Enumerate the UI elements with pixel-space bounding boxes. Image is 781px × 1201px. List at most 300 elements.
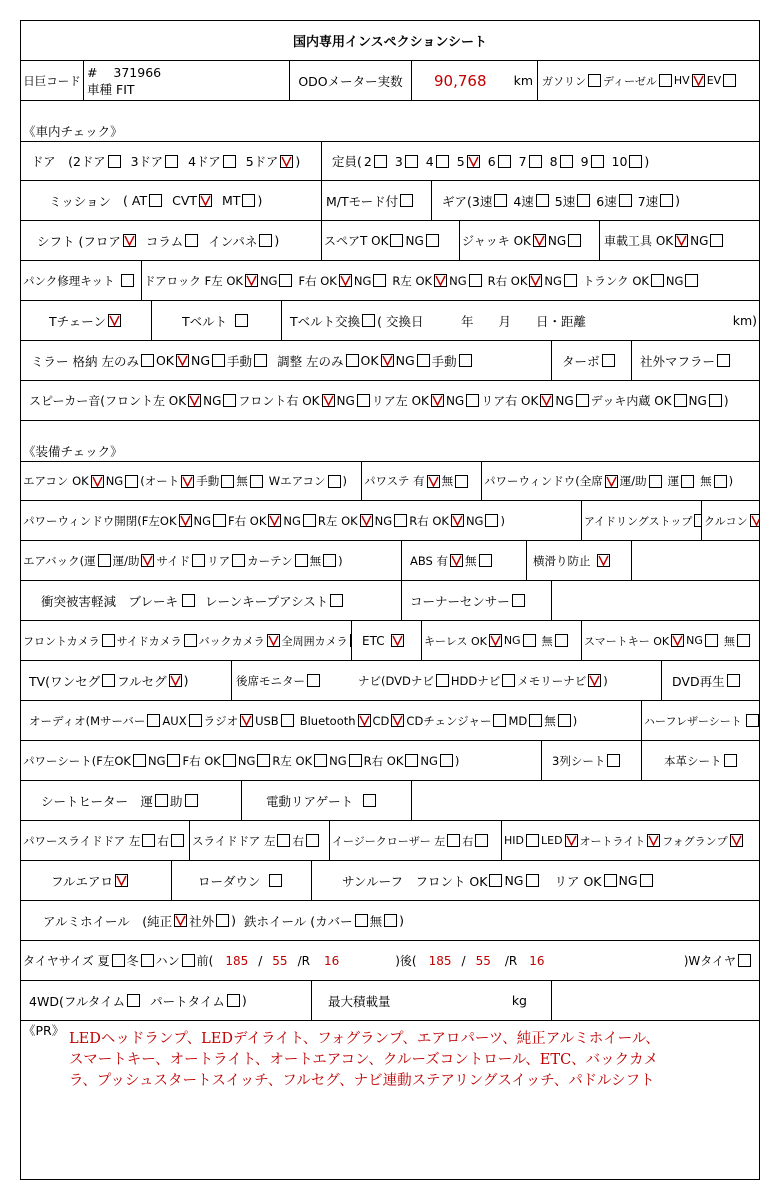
tv-oneseg-label: TV(ワンセグ [29, 673, 101, 689]
tire-winter-checkbox[interactable] [141, 954, 154, 967]
door-4-checkbox[interactable] [223, 155, 236, 168]
spare-ok-label: スペアT OK [324, 234, 389, 248]
pw-front-checkbox[interactable] [649, 475, 662, 488]
keyless-ok-checkbox[interactable] [489, 634, 502, 647]
half-leather-label: ハーフレザーシート [644, 714, 742, 728]
cap-3-label: 3 [394, 153, 403, 169]
audio-cdc-label: CDチェンジャー [406, 713, 492, 728]
pwo-rl-ng-checkbox[interactable] [394, 514, 407, 527]
check-mark-icon [108, 314, 121, 327]
lock-fr-ok-label: F右 OK [298, 273, 337, 288]
around-camera-checkbox[interactable] [350, 634, 351, 647]
pw-close: ) [728, 474, 734, 488]
lowdown-checkbox[interactable] [269, 874, 282, 887]
check-mark-icon [450, 554, 463, 567]
tire-rear-rim: 16 [529, 953, 545, 968]
pseat-rr-ng-checkbox[interactable] [440, 754, 453, 767]
pw-none-checkbox[interactable] [714, 475, 727, 488]
awd-row [21, 981, 759, 1021]
lock-trunk-ng-label: NG [665, 273, 684, 288]
smartkey-ok-label: スマートキー OK [584, 634, 670, 648]
gear-5-label: 5速 [554, 193, 576, 209]
mirror-fold-manual-checkbox[interactable] [254, 354, 267, 367]
audio-cd-checkbox[interactable] [391, 714, 404, 727]
collision-brake-checkbox[interactable] [182, 594, 195, 607]
jack-ng-checkbox[interactable] [568, 234, 581, 247]
mirror-fold-ok-checkbox[interactable] [176, 354, 189, 367]
full-aero-checkbox[interactable] [115, 874, 128, 887]
audio-usb-checkbox[interactable] [281, 714, 294, 727]
odo-label: ODOメーター実数 [289, 61, 411, 100]
ps-none-checkbox[interactable] [455, 475, 468, 488]
shift-floor-checkbox[interactable] [123, 234, 136, 247]
audio-none-checkbox[interactable] [558, 714, 571, 727]
tire-front-rim: 16 [323, 953, 340, 968]
tire-front-width: 185 [225, 953, 249, 968]
mt-checkbox[interactable] [242, 194, 255, 207]
airbag-driver-checkbox[interactable] [98, 554, 111, 567]
lock-fr-ng-checkbox[interactable] [373, 274, 386, 287]
shift-column-checkbox[interactable] [185, 234, 198, 247]
fuel-type [537, 61, 759, 100]
speaker-fl-ng-checkbox[interactable] [223, 394, 236, 407]
heater-driver-checkbox[interactable] [155, 794, 168, 807]
tools-ng-checkbox[interactable] [710, 234, 723, 247]
pseat-fl-ok-label: パワーシート(F左OK [23, 753, 131, 768]
pseat-rr-ok-checkbox[interactable] [405, 754, 418, 767]
alloy-genuine-checkbox[interactable] [174, 914, 187, 927]
check-mark-icon [179, 514, 192, 527]
audio-bt-checkbox[interactable] [358, 714, 371, 727]
speaker-fl-ok-checkbox[interactable] [188, 394, 201, 407]
fuel-gasoline-checkbox[interactable] [588, 74, 601, 87]
fuel-ev-checkbox[interactable] [723, 74, 736, 87]
speaker-deck-ng-label: NG [688, 393, 707, 408]
tbelt-checkbox[interactable] [235, 314, 248, 327]
lock-trunk-ng-checkbox[interactable] [685, 274, 698, 287]
pwo-close: ) [500, 513, 505, 528]
mirror-adjust-ng-label: NG [395, 353, 415, 368]
check-mark-icon [467, 155, 480, 168]
door-5-label: 5ドア [245, 154, 279, 169]
mirror-adjust-left-checkbox[interactable] [346, 354, 359, 367]
lock-trunk-ok-checkbox[interactable] [651, 274, 664, 287]
third-row-checkbox[interactable] [607, 754, 620, 767]
pseat-fl-ng-checkbox[interactable] [167, 754, 180, 767]
spare-ok-checkbox[interactable] [390, 234, 403, 247]
check-mark-icon [675, 234, 688, 247]
speaker-rl-ng-checkbox[interactable] [466, 394, 479, 407]
puncture-label: パンク修理キット [23, 273, 115, 288]
at-checkbox[interactable] [149, 194, 162, 207]
pwo-fl-ng-checkbox[interactable] [213, 514, 226, 527]
pwo-fr-ok-checkbox[interactable] [268, 514, 281, 527]
psd-right-checkbox[interactable] [171, 834, 184, 847]
tire-rear-label: )後( [395, 954, 417, 968]
autolight-checkbox[interactable] [647, 834, 660, 847]
pseat-rl-ok-checkbox[interactable] [314, 754, 327, 767]
etc-checkbox[interactable] [391, 634, 404, 647]
check-mark-icon [174, 914, 187, 927]
wac-checkbox[interactable] [328, 475, 341, 488]
audio-usb-label: USB [255, 713, 279, 728]
door-5-checkbox[interactable] [280, 155, 293, 168]
steel-cover-checkbox[interactable] [355, 914, 368, 927]
shift-close: ) [274, 233, 280, 248]
sunroof-rear-ng-checkbox[interactable] [640, 874, 653, 887]
airbag-side-checkbox[interactable] [192, 554, 205, 567]
mtmode-checkbox[interactable] [400, 194, 413, 207]
half-leather-checkbox[interactable] [746, 714, 759, 727]
awd-full-checkbox[interactable] [127, 994, 140, 1007]
idle-stop-checkbox[interactable] [694, 514, 701, 527]
tire-rear-width: 185 [428, 953, 452, 968]
gear-6-checkbox[interactable] [619, 194, 632, 207]
pwo-rl-ok-checkbox[interactable] [360, 514, 373, 527]
speaker-rl-ok-checkbox[interactable] [431, 394, 444, 407]
check-mark-icon [605, 475, 618, 488]
back-camera-checkbox[interactable] [267, 634, 280, 647]
sunroof-front-ng-label: NG [504, 873, 524, 888]
lock-rr-ng-checkbox[interactable] [564, 274, 577, 287]
abs-none-checkbox[interactable] [479, 554, 492, 567]
pw-driver-checkbox[interactable] [681, 475, 694, 488]
spare-ng-checkbox[interactable] [426, 234, 439, 247]
door-3-checkbox[interactable] [165, 155, 178, 168]
easy-closer-left-label: イージークローザー 左 [332, 834, 446, 848]
pwo-fl-ok-checkbox[interactable] [179, 514, 192, 527]
esc-checkbox[interactable] [597, 554, 610, 567]
cap-6-checkbox[interactable] [498, 155, 511, 168]
pseat-fr-ok-label: F右 OK [182, 753, 221, 768]
lock-rl-ng-label: NG [449, 273, 467, 288]
door-3-label: 3ドア [130, 154, 164, 169]
navi-dvd-checkbox[interactable] [436, 674, 449, 687]
check-mark-icon [199, 194, 212, 207]
audio-radio-checkbox[interactable] [240, 714, 253, 727]
gear-4-checkbox[interactable] [536, 194, 549, 207]
gear-close: ) [675, 193, 681, 208]
pwo-fr-ok-label: F右 OK [228, 513, 267, 528]
keyless-ng-checkbox[interactable] [523, 634, 536, 647]
speaker-rr-ok-checkbox[interactable] [540, 394, 553, 407]
tchain-label: Tチェーン [49, 313, 107, 329]
check-mark-icon [647, 834, 660, 847]
sunroof-front-ng-checkbox[interactable] [526, 874, 539, 887]
fog-label: フォグランプ [662, 834, 728, 848]
check-mark-icon [391, 634, 404, 647]
airbag-row [21, 541, 759, 581]
w-tire-label: )Wタイヤ [683, 954, 736, 968]
turbo-label: ターボ [562, 353, 600, 369]
cap-8-checkbox[interactable] [560, 155, 573, 168]
section-pr: 《PR》 [23, 1023, 65, 1038]
audio-aux-checkbox[interactable] [189, 714, 202, 727]
speaker-fr-ok-checkbox[interactable] [322, 394, 335, 407]
tire-han-checkbox[interactable] [182, 954, 195, 967]
lowdown-label: ローダウン [198, 873, 261, 889]
awd-part-checkbox[interactable] [227, 994, 240, 1007]
led-label: LED [541, 834, 563, 847]
audio-md-checkbox[interactable] [529, 714, 542, 727]
code-value: 371966 [113, 64, 162, 80]
side-camera-checkbox[interactable] [184, 634, 197, 647]
pwo-rr-ok-checkbox[interactable] [451, 514, 464, 527]
keyless-none-checkbox[interactable] [555, 634, 568, 647]
code-hash: # [87, 64, 98, 80]
car-label: 車種 [87, 81, 113, 97]
gear-6-label: 6速 [596, 193, 617, 209]
speaker-rr-ng-checkbox[interactable] [576, 394, 589, 407]
around-camera-label: 全周囲カメラ [281, 634, 348, 648]
ps-yes-checkbox[interactable] [427, 475, 440, 488]
abs-none-label: 無 [465, 553, 477, 568]
mirror-row [21, 341, 759, 381]
ac-manual-checkbox[interactable] [221, 475, 234, 488]
mirror-fold-ng-checkbox[interactable] [212, 354, 225, 367]
lock-fl-ng-checkbox[interactable] [279, 274, 292, 287]
rear-monitor-checkbox[interactable] [307, 674, 320, 687]
shift-column-label: コラム [145, 233, 184, 249]
cap-3-checkbox[interactable] [405, 155, 418, 168]
awd-close: ) [241, 993, 247, 1008]
cap-9-label: 9 [580, 153, 589, 169]
easy-closer-right-checkbox[interactable] [475, 834, 488, 847]
mirror-adjust-manual-checkbox[interactable] [459, 354, 472, 367]
smartkey-none-label: 無 [723, 634, 735, 648]
door-row [21, 141, 759, 181]
lock-rl-ng-checkbox[interactable] [469, 274, 482, 287]
ac-ng-checkbox[interactable] [125, 475, 138, 488]
lock-fl-ok-checkbox[interactable] [245, 274, 258, 287]
tbelt-exchange-checkbox[interactable] [362, 314, 375, 327]
smartkey-ng-checkbox[interactable] [705, 634, 718, 647]
audio-md-label: MD [508, 713, 528, 728]
cap-2-checkbox[interactable] [374, 155, 387, 168]
check-mark-icon [391, 714, 404, 727]
muffler-checkbox[interactable] [717, 354, 730, 367]
smartkey-ng-label: NG [686, 634, 703, 647]
side-camera-label: サイドカメラ [116, 634, 182, 648]
check-mark-icon [565, 834, 578, 847]
door-close: ) [295, 153, 301, 169]
alloy-genuine-label: アルミホイール (純正 [43, 913, 173, 929]
puncture-checkbox[interactable] [121, 274, 134, 287]
easy-closer-right-label: 右 [462, 834, 474, 848]
pseat-rr-ok-label: R右 OK [363, 753, 404, 768]
power-tailgate-checkbox[interactable] [363, 794, 376, 807]
ac-none-checkbox[interactable] [250, 475, 263, 488]
ac-ok-checkbox[interactable] [91, 475, 104, 488]
check-mark-icon [671, 634, 684, 647]
check-mark-icon [322, 394, 335, 407]
airbag-curtain-checkbox[interactable] [295, 554, 308, 567]
alloy-close: ) [231, 913, 237, 928]
cap-4-checkbox[interactable] [436, 155, 449, 168]
cap-10-checkbox[interactable] [629, 155, 642, 168]
lock-rr-ng-label: NG [544, 273, 562, 288]
abs-yes-checkbox[interactable] [450, 554, 463, 567]
sunroof-rear-ok-checkbox[interactable] [604, 874, 617, 887]
ac-auto-checkbox[interactable] [181, 475, 194, 488]
check-mark-icon [730, 834, 743, 847]
cap-4-label: 4 [425, 153, 434, 169]
fuel-hv-checkbox[interactable] [692, 74, 705, 87]
navi-memory-checkbox[interactable] [588, 674, 601, 687]
led-checkbox[interactable] [565, 834, 578, 847]
speaker-deck-ng-checkbox[interactable] [709, 394, 722, 407]
alloy-aftermarket-checkbox[interactable] [216, 914, 229, 927]
pseat-rl-ng-checkbox[interactable] [349, 754, 362, 767]
lock-rl-ok-checkbox[interactable] [434, 274, 447, 287]
cap-7-checkbox[interactable] [529, 155, 542, 168]
fuel-diesel-checkbox[interactable] [659, 74, 672, 87]
lock-rr-ok-checkbox[interactable] [529, 274, 542, 287]
cap-5-checkbox[interactable] [467, 155, 480, 168]
tv-oneseg-checkbox[interactable] [102, 674, 115, 687]
cvt-checkbox[interactable] [199, 194, 212, 207]
speaker-fr-ok-label: フロント右 OK [238, 394, 320, 408]
lock-trunk-ok-label: トランク OK [582, 273, 649, 288]
turbo-checkbox[interactable] [602, 354, 615, 367]
ac-auto-label: (オート [140, 474, 180, 488]
sd-right-checkbox[interactable] [306, 834, 319, 847]
airbag-rear-checkbox[interactable] [232, 554, 245, 567]
tbelt-exchange-detail: ( 交換日 年 月 日・距離 [377, 313, 586, 329]
fuel-ev-label: EV [706, 74, 722, 87]
w-tire-checkbox[interactable] [738, 954, 751, 967]
pwo-fr-ng-checkbox[interactable] [303, 514, 316, 527]
pw-all-checkbox[interactable] [605, 475, 618, 488]
sunroof-front-ok-label: サンルーフ フロント OK [342, 873, 488, 889]
door-2-checkbox[interactable] [108, 155, 121, 168]
smartkey-ok-checkbox[interactable] [671, 634, 684, 647]
jack-ok-label: ジャッキ OK [462, 234, 531, 248]
alloy-aftermarket-label: 社外 [189, 913, 215, 929]
wheel-row [21, 901, 759, 941]
dvd-play-checkbox[interactable] [727, 674, 740, 687]
navi-hdd-label: HDDナビ [450, 673, 501, 688]
heater-passenger-checkbox[interactable] [185, 794, 198, 807]
section-interior: 《車内チェック》 [23, 124, 123, 139]
navi-hdd-checkbox[interactable] [502, 674, 515, 687]
gear-3-checkbox[interactable] [494, 194, 507, 207]
camera-row [21, 621, 759, 661]
collision-brake-label: 衝突被害軽減 ブレーキ [41, 593, 179, 609]
pwo-rl-ng-label: NG [374, 513, 393, 528]
pseat-fr-ng-checkbox[interactable] [257, 754, 270, 767]
airbag-front-checkbox[interactable] [141, 554, 154, 567]
shift-row [21, 221, 759, 261]
pseat-fr-ok-checkbox[interactable] [223, 754, 236, 767]
sunroof-front-ok-checkbox[interactable] [489, 874, 502, 887]
ps-none-label: 無 [441, 474, 454, 488]
lock-fr-ok-checkbox[interactable] [339, 274, 352, 287]
easy-closer-left-checkbox[interactable] [447, 834, 460, 847]
ps-yes-label: パワステ 有 [364, 474, 425, 488]
pseat-close: ) [454, 753, 460, 768]
max-load-unit: kg [511, 993, 527, 1008]
pseat-fl-ok-checkbox[interactable] [133, 754, 146, 767]
cap-9-checkbox[interactable] [591, 155, 604, 168]
pseat-fl-ng-label: NG [147, 753, 166, 768]
ac-close: ) [342, 474, 347, 488]
tire-front-r: /R [297, 953, 310, 968]
id-row [21, 61, 759, 101]
audio-mserver-checkbox[interactable] [147, 714, 160, 727]
leather-checkbox[interactable] [724, 754, 737, 767]
dvd-play-label: DVD再生 [672, 673, 725, 689]
mirror-adjust-ng-checkbox[interactable] [417, 354, 430, 367]
check-mark-icon [588, 674, 601, 687]
tv-fullseg-checkbox[interactable] [169, 674, 182, 687]
cruise-checkbox[interactable] [750, 514, 759, 527]
tv-close: ) [183, 673, 189, 688]
pwo-rr-ng-checkbox[interactable] [485, 514, 498, 527]
psd-left-checkbox[interactable] [142, 834, 155, 847]
tire-han-label: ハン [155, 954, 180, 968]
lane-keep-checkbox[interactable] [330, 594, 343, 607]
speaker-fl-ng-label: NG [203, 393, 222, 408]
jack-ok-checkbox[interactable] [533, 234, 546, 247]
shift-floor-label: シフト (フロア [37, 233, 121, 249]
ac-ok-label: エアコン OK [23, 474, 89, 488]
fog-checkbox[interactable] [730, 834, 743, 847]
navi-dvd-label: ナビ(DVDナビ [358, 673, 434, 688]
mirror-fold-left-checkbox[interactable] [141, 354, 154, 367]
sd-right-label: 右 [292, 833, 304, 848]
lock-rl-ok-label: R左 OK [392, 273, 433, 288]
check-mark-icon [597, 554, 610, 567]
spare-ng-label: NG [405, 233, 424, 248]
mirror-adjust-ok-checkbox[interactable] [381, 354, 394, 367]
tire-summer-checkbox[interactable] [112, 954, 125, 967]
keyless-ok-label: キーレス OK [424, 634, 487, 648]
airbag-none-checkbox[interactable] [323, 554, 336, 567]
front-camera-checkbox[interactable] [102, 634, 115, 647]
hid-checkbox[interactable] [526, 834, 539, 847]
tools-ok-checkbox[interactable] [675, 234, 688, 247]
pseat-fr-ng-label: NG [237, 753, 256, 768]
cap-8-label: 8 [549, 153, 558, 169]
inspection-sheet [20, 20, 760, 1180]
speaker-fr-ng-checkbox[interactable] [357, 394, 370, 407]
mirror-adjust-ok-label: OK [360, 353, 379, 368]
speaker-deck-ok-checkbox[interactable] [674, 394, 687, 407]
airbag-front-label: 運/助 [112, 553, 140, 568]
tchain-checkbox[interactable] [108, 314, 121, 327]
check-mark-icon [240, 714, 253, 727]
gear-5-checkbox[interactable] [577, 194, 590, 207]
corner-sensor-checkbox[interactable] [512, 594, 525, 607]
audio-bt-label: Bluetooth [299, 713, 356, 728]
check-mark-icon [188, 394, 201, 407]
ac-manual-label: 手動 [196, 474, 220, 488]
steel-none-checkbox[interactable] [384, 914, 397, 927]
sd-left-checkbox[interactable] [277, 834, 290, 847]
etc-label: ETC [362, 633, 385, 648]
shift-inpane-checkbox[interactable] [259, 234, 272, 247]
navi-memory-label: メモリーナビ [517, 673, 587, 688]
rear-monitor-label: 後席モニター [236, 673, 305, 688]
smartkey-none-checkbox[interactable] [737, 634, 750, 647]
pwo-fl-ng-label: NG [193, 513, 212, 528]
audio-cdc-checkbox[interactable] [493, 714, 506, 727]
wac-label: Wエアコン [268, 474, 326, 488]
mtmode-label: M/Tモード付 [326, 193, 399, 209]
lock-rr-ok-label: R右 OK [487, 273, 528, 288]
gear-7-checkbox[interactable] [660, 194, 673, 207]
